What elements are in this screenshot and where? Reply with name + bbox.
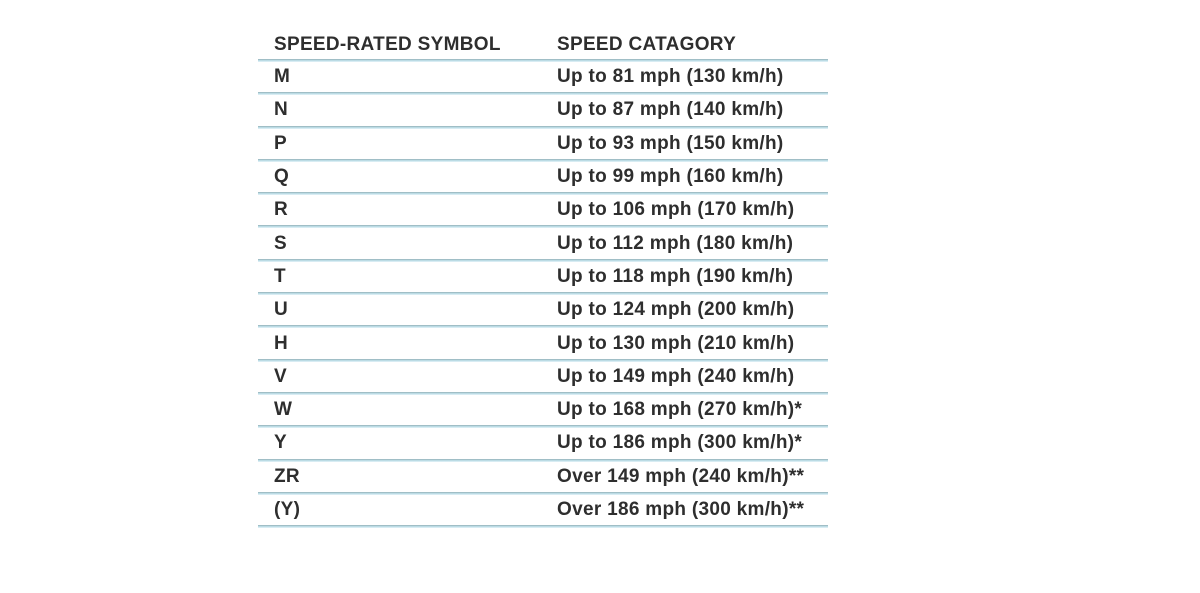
- symbol-cell: R: [274, 199, 289, 221]
- table-row: [258, 395, 828, 425]
- table-row: [258, 162, 828, 192]
- table-row: [258, 195, 828, 225]
- symbol-cell: Y: [274, 432, 287, 454]
- symbol-cell: S: [274, 232, 287, 254]
- symbol-cell: W: [274, 399, 293, 421]
- table-row: [258, 328, 828, 358]
- symbol-cell: (Y): [274, 499, 301, 520]
- category-cell: Up to 99 mph (160 km/h): [557, 166, 784, 188]
- table-row: [258, 362, 828, 392]
- symbol-cell: ZR: [274, 465, 300, 487]
- table-row: [258, 262, 828, 292]
- category-cell: Up to 87 mph (140 km/h): [557, 99, 784, 121]
- table-row: [258, 428, 828, 458]
- category-cell: Up to 118 mph (190 km/h): [557, 265, 794, 287]
- symbol-cell: V: [274, 365, 287, 387]
- header-category-column: SPEED CATAGORY: [557, 33, 737, 55]
- speed-rating-table: [258, 30, 828, 528]
- table-row: [258, 129, 828, 159]
- category-cell: Up to 149 mph (240 km/h): [557, 365, 795, 387]
- category-cell: Up to 168 mph (270 km/h)*: [557, 399, 803, 421]
- table-row: [258, 295, 828, 325]
- symbol-cell: U: [274, 299, 289, 321]
- symbol-cell: Q: [274, 166, 290, 188]
- symbol-cell: P: [274, 132, 287, 154]
- symbol-cell: T: [274, 265, 286, 287]
- category-cell: Up to 81 mph (130 km/h): [557, 66, 784, 88]
- category-cell: Up to 130 mph (210 km/h): [557, 332, 795, 354]
- category-cell: Up to 186 mph (300 km/h)*: [557, 432, 803, 454]
- row-divider: [258, 525, 828, 528]
- table-row: [258, 462, 828, 492]
- category-cell: Up to 106 mph (170 km/h): [557, 199, 795, 221]
- symbol-cell: H: [274, 332, 289, 354]
- header-symbol-column: SPEED-RATED SYMBOL: [274, 33, 501, 55]
- category-cell: Up to 112 mph (180 km/h): [557, 232, 794, 254]
- symbol-cell: N: [274, 99, 289, 121]
- table-row: [258, 495, 828, 525]
- table-body: [258, 62, 828, 528]
- table-row: [258, 228, 828, 258]
- table-header-row: [258, 30, 828, 59]
- table-row: [258, 95, 828, 125]
- category-cell: Up to 124 mph (200 km/h): [557, 299, 795, 321]
- category-cell: Up to 93 mph (150 km/h): [557, 132, 784, 154]
- table-row: [258, 62, 828, 92]
- symbol-cell: M: [274, 66, 291, 88]
- category-cell: Over 149 mph (240 km/h)**: [557, 465, 805, 487]
- category-cell: Over 186 mph (300 km/h)**: [557, 499, 805, 520]
